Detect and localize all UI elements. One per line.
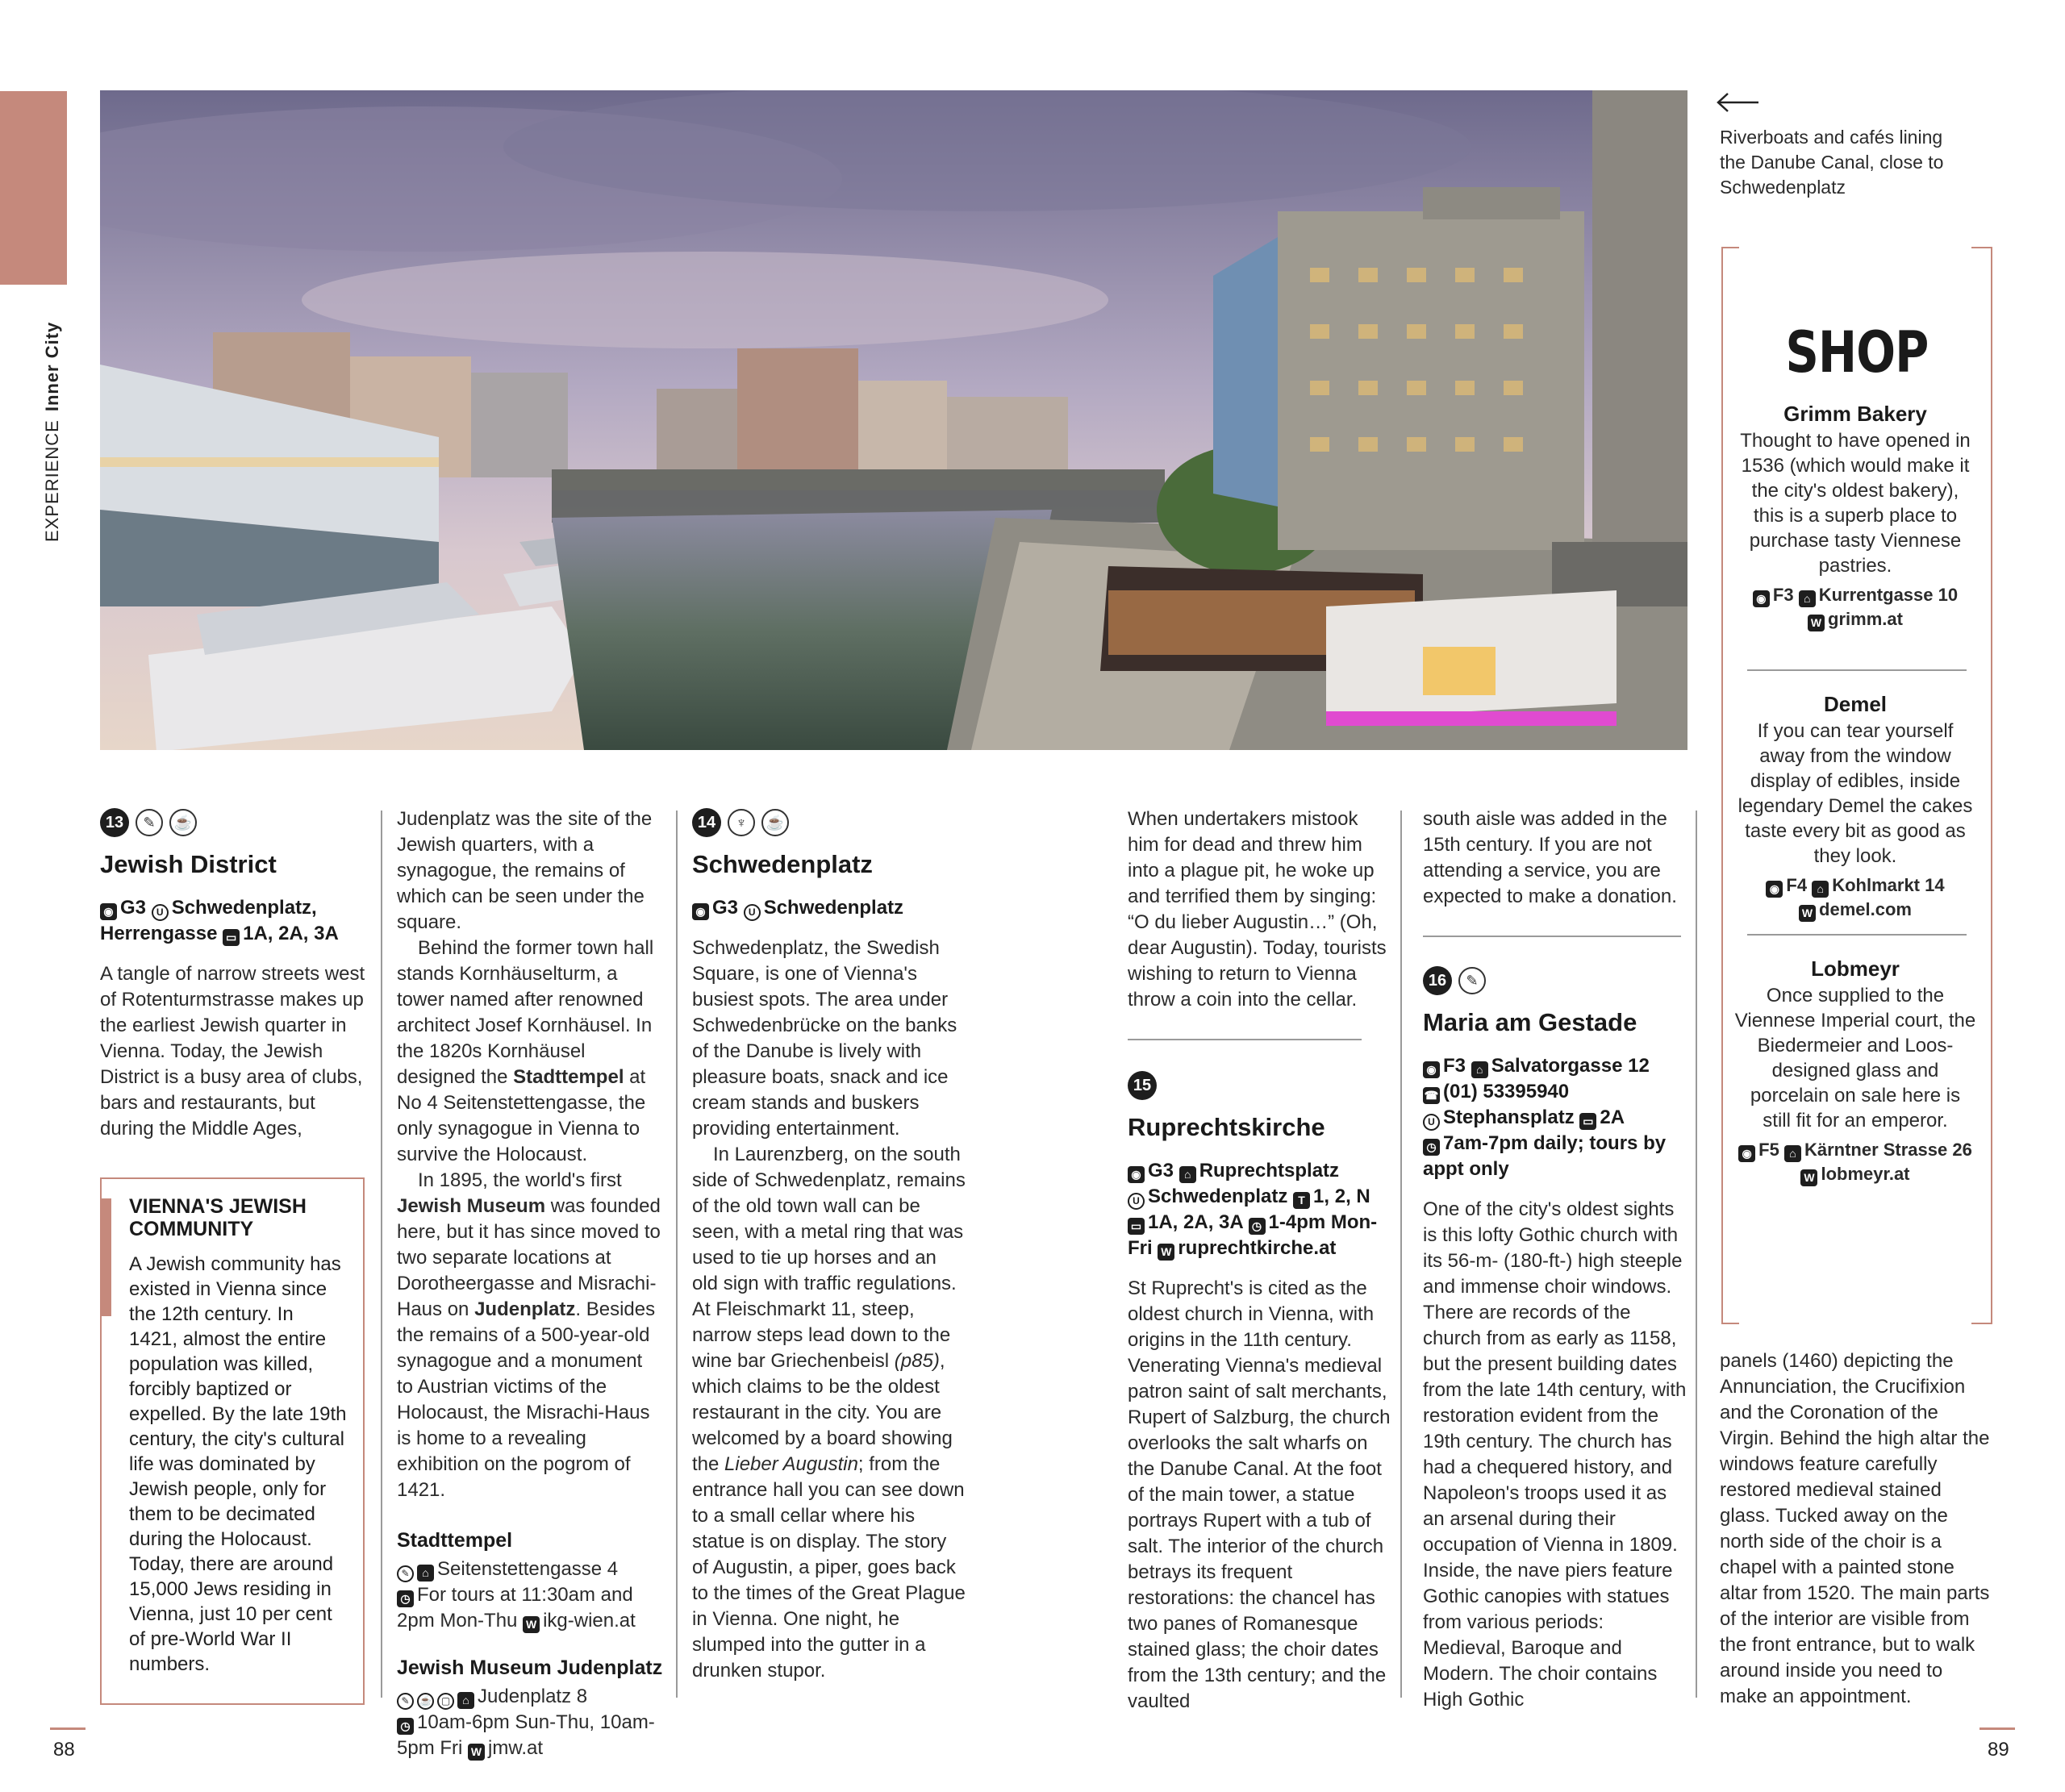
shop-icon: ▢ (437, 1693, 454, 1710)
column-1 (100, 806, 366, 1142)
page-number-right: 89 (1988, 1739, 2009, 1761)
running-header (42, 322, 63, 542)
shop-item (1734, 692, 1976, 922)
body-paragraph: Schwedenplatz, the Swedish Square, is one of Vienna's busiest spots. The area under Schwedenbrücke on the banks of the Danube is lively with pleasure boats, snack and ice cream stands and buskers providing entertainment. (692, 937, 957, 1140)
sub-listing-info (397, 1557, 663, 1634)
cafe-icon: ☕ (761, 809, 789, 836)
shop-name: Lobmeyr (1811, 956, 1900, 981)
hours: 1-4pm Mon-Fri (1128, 1211, 1378, 1259)
map-ref: F4 (1786, 875, 1808, 895)
column-5 (1423, 806, 1689, 910)
cafe-icon: ☕ (169, 809, 197, 836)
map-pin-icon: ◉ (100, 903, 117, 920)
column-rule (676, 811, 678, 1698)
shop-divider (1747, 669, 1967, 671)
shop-description: Thought to have opened in 1536 (which would make it the city's oldest bakery), this is a superb place to purchase tasty Viennese pastries. (1740, 430, 1971, 577)
body-paragraph: Judenplatz was the site of the Jewish quarters, with a synagogue, the remains of which can be seen under the square. (397, 808, 653, 933)
map-ref: G3 (1148, 1160, 1174, 1181)
tram-icon: T (1293, 1192, 1310, 1209)
sub-listing-title: Stadttempel (397, 1529, 513, 1552)
map-ref: F3 (1772, 585, 1794, 605)
sight-13-markers (100, 806, 366, 839)
bold-run: Jewish Museum (397, 1195, 546, 1217)
bus-lines: 1A, 2A, 3A (1148, 1211, 1243, 1233)
bus-lines: 2A (1600, 1106, 1625, 1128)
shop-name: Demel (1823, 692, 1888, 716)
map-pin-icon: ◉ (1753, 590, 1770, 607)
web-icon: W (1800, 1169, 1817, 1186)
text-run: , which claims to be the oldest restaurant in the city. You are welcomed by a board showing the (692, 1350, 953, 1475)
page-number-rule (1979, 1727, 2015, 1730)
map-pin-icon: ◉ (1128, 1166, 1145, 1183)
running-header-label: EXPERIENCE (42, 419, 62, 542)
ubahn-stops: Schwedenplatz, Herrengasse (100, 897, 317, 944)
restaurant-icon: ♆ (728, 809, 755, 836)
map-pin-icon: ◉ (1423, 1061, 1440, 1078)
body-paragraph: panels (1460) depicting the Annunciation, the Crucifixion and the Coronation of the Virgin. Behind the high altar the windows feature carefully restored medieval stained glass. Tucked away on the north side of the choir is a chapel with a painted stone altar from 1520. The main parts of the interior are visible from the front entrance, but to walk around inside you need to make an appointment. (1720, 1350, 1990, 1707)
body-paragraph: One of the city's oldest sights is this lofty Gothic church with its 56-m- (180-ft-) high steeple and immense choir windows. There are records of the church from as early as 1158, but the present building dates from the late 14th century, with restoration evident from the 19th century. The church has had a chequered history, and Napoleon's troops used it as an arsenal during their occupation of Vienna in 1809. Inside, the nave piers feature Gothic canopies with statues from various periods: Medieval, Baroque and Modern. The choir contains High Gothic (1423, 1198, 1687, 1711)
ubahn-stops: Schwedenplatz (1148, 1186, 1288, 1207)
italic-run: Lieber Augustin (724, 1453, 858, 1475)
feature-box-title: VIENNA'S JEWISH COMMUNITY (129, 1195, 307, 1240)
address-icon: ⌂ (417, 1565, 434, 1582)
column-3 (692, 806, 966, 1684)
body-paragraph (692, 1142, 966, 1684)
web-icon: W (1799, 905, 1816, 922)
shop-info (1734, 873, 1976, 922)
shop-divider (1747, 934, 1967, 936)
sub-listing-info (397, 1684, 663, 1761)
sight-15-markers (1128, 1069, 1394, 1102)
web-icon: W (468, 1744, 485, 1761)
column-5b (1423, 965, 1689, 1713)
section-divider (1128, 1039, 1362, 1040)
ubahn-stops: Schwedenplatz (763, 897, 904, 919)
page-number-rule (50, 1727, 86, 1730)
bus-lines: 1A, 2A, 3A (243, 923, 339, 944)
phone: (01) 53395940 (1443, 1081, 1570, 1102)
shop-box-cap (1721, 247, 1739, 248)
website: demel.com (1819, 899, 1912, 919)
body-paragraph (397, 936, 663, 1168)
clock-icon: ◷ (397, 1590, 414, 1607)
map-pin-icon: ◉ (692, 903, 709, 920)
web-icon: W (523, 1616, 540, 1633)
website: jmw.at (488, 1737, 544, 1759)
danube-canal-photo (100, 90, 1687, 750)
clock-icon: ◷ (1249, 1218, 1266, 1235)
sight-number: 15 (1128, 1071, 1157, 1100)
website: ikg-wien.at (543, 1610, 636, 1632)
address: Judenplatz 8 (478, 1686, 588, 1707)
website: ruprechtkirche.at (1178, 1237, 1337, 1259)
sight-info (100, 895, 366, 947)
shop-title: SHOP (1785, 319, 1929, 385)
address-icon: ⌂ (1471, 1061, 1488, 1078)
address-icon: ⌂ (1179, 1166, 1196, 1183)
shop-item (1734, 402, 1976, 631)
ubahn-icon: U (1423, 1114, 1440, 1131)
shop-item (1734, 956, 1976, 1186)
text-run: at No 4 Seitenstettengasse, the only synagogue in Vienna to survive the Holocaust. (397, 1066, 646, 1165)
hours: 10am-6pm Sun-Thu, 10am-5pm Fri (397, 1711, 655, 1759)
shop-description: Once supplied to the Viennese Imperial court, the Biedermeier and Loos-designed glass and porcelain on sale here is still fit for an emperor. (1734, 985, 1976, 1131)
address-icon: ⌂ (1812, 881, 1829, 898)
column-2 (397, 806, 663, 1761)
shop-info (1734, 583, 1976, 631)
text-run: was founded here, but it has since moved to two separate locations at Dorotheergasse and Misrachi-Haus on (397, 1195, 661, 1320)
shop-box-cap (1721, 1323, 1739, 1324)
sight-16-markers (1423, 965, 1689, 997)
column-rule (1696, 811, 1697, 1698)
map-ref: G3 (120, 897, 147, 919)
bold-run: Stadttempel (513, 1066, 624, 1088)
text-run: Behind the former town hall stands Kornhäuselturm, a tower named after renowned architect Josef Kornhäusel. In the 1820s Kornhäusel designed the (397, 937, 654, 1088)
sight-title: Ruprechtskirche (1128, 1113, 1325, 1141)
sightseeing-icon: ✎ (397, 1693, 414, 1710)
hours: 7am-7pm daily; tours by appt only (1423, 1132, 1667, 1180)
sight-title: Maria am Gestade (1423, 1008, 1637, 1036)
sight-info (1128, 1158, 1394, 1261)
address: Ruprechtsplatz (1199, 1160, 1340, 1181)
ubahn-stops: Stephansplatz (1443, 1106, 1575, 1128)
sight-title: Schwedenplatz (692, 850, 873, 878)
shop-description: If you can tear yourself away from the window display of edibles, inside legendary Demel the cakes taste every bit as good as they look. (1738, 720, 1973, 867)
website: grimm.at (1828, 609, 1903, 629)
address: Salvatorgasse 12 (1491, 1055, 1650, 1077)
address: Kärntner Strasse 26 (1804, 1140, 1972, 1160)
sight-number: 13 (100, 808, 129, 837)
section-divider (1423, 936, 1681, 937)
sightseeing-icon: ✎ (397, 1565, 414, 1582)
italic-run: (p85) (894, 1350, 940, 1372)
web-icon: W (1808, 615, 1825, 631)
photo-caption: Riverboats and cafés lining the Danube Canal, close to Schwedenplatz (1720, 127, 1944, 198)
sight-info (1423, 1053, 1689, 1182)
sight-info (692, 895, 966, 921)
sight-14-markers (692, 806, 966, 839)
column-rule (1400, 811, 1402, 1698)
bus-icon: ▭ (223, 929, 240, 946)
hours: For tours at 11:30am and 2pm Mon-Thu (397, 1584, 633, 1632)
ubahn-icon: U (744, 904, 761, 921)
column-6 (1720, 1348, 1994, 1710)
address: Seitenstettengasse 4 (437, 1558, 619, 1580)
clock-icon: ◷ (1423, 1139, 1440, 1156)
column-4 (1128, 806, 1394, 1013)
shop-box-cap (1971, 247, 1991, 248)
shop-name: Grimm Bakery (1783, 402, 1927, 426)
feature-box-text: A Jewish community has existed in Vienna since the 12th century. In 1421, almost the entire population was killed, forcibly baptized or expelled. By the late 19th century, the city's cultural life was dominated by Jewish people, only for them to be decimated during the Holocaust. Today, there are around 15,000 Jews residing in Vienna, just 10 per cent of pre-World War II numbers. (129, 1253, 347, 1675)
text-run: . Besides the remains of a 500-year-old synagogue and a monument to Austrian victims of the Holocaust, the Misrachi-Haus is home to a revealing exhibition on the pogrom of 1421. (397, 1298, 656, 1501)
clock-icon: ◷ (397, 1718, 414, 1735)
body-paragraph: When undertakers mistook him for dead and threw him into a plague pit, he woke up and terrified them by singing: “O du lieber Augustin…” (Oh, dear Augustin). Today, tourists wishing to return to Vienna throw a coin into the cellar. (1128, 808, 1387, 1011)
ubahn-icon: U (152, 904, 169, 921)
column-rule (381, 811, 382, 1698)
section-tab (0, 91, 67, 285)
tram-lines: 1, 2, N (1313, 1186, 1370, 1207)
sub-listing-title: Jewish Museum Judenplatz (397, 1657, 663, 1679)
sight-title: Jewish District (100, 850, 277, 878)
text-run: ; from the entrance hall you can see down to a small cellar where his statue is on display. The story of Augustin, a piper, goes back to the times of the Great Plague in Vienna. One night, he slumped into the gutter in a drunken stupor. (692, 1453, 966, 1682)
shop-box-cap (1971, 1323, 1991, 1324)
website: lobmeyr.at (1821, 1164, 1910, 1184)
map-ref: F3 (1443, 1055, 1466, 1077)
bold-run: Judenplatz (474, 1298, 576, 1320)
phone-icon: ☎ (1423, 1087, 1440, 1104)
address: Kurrentgasse 10 (1818, 585, 1959, 605)
web-icon: W (1158, 1244, 1174, 1261)
bus-icon: ▭ (1579, 1113, 1596, 1130)
feature-box-content (129, 1195, 347, 1677)
column-4b (1128, 1069, 1394, 1715)
shop-info (1734, 1138, 1976, 1186)
body-paragraph: south aisle was added in the 15th century. If you are not attending a service, you are expected to make a donation. (1423, 808, 1677, 907)
sightseeing-icon: ✎ (1458, 967, 1486, 994)
map-pin-icon: ◉ (1766, 881, 1783, 898)
sight-number: 16 (1423, 966, 1452, 995)
map-pin-icon: ◉ (1738, 1145, 1755, 1162)
map-ref: G3 (712, 897, 739, 919)
address: Kohlmarkt 14 (1832, 875, 1945, 895)
feature-box-accent (100, 1198, 111, 1316)
body-paragraph: St Ruprecht's is cited as the oldest church in Vienna, with origins in the 11th century. Venerating Vienna's medieval patron saint of salt merchants, Rupert of Salzburg, the church overlooks the salt wharfs on the Danube Canal. At the foot of the main tower, a statue portrays Rupert with a tub of salt. The interior of the church betrays its frequent restorations: the chancel has two panes of Romanesque stained glass; the choir dates from the 13th century; and the vaulted (1128, 1277, 1391, 1712)
body-paragraph (397, 1168, 663, 1503)
ubahn-icon: U (1128, 1193, 1145, 1210)
text-run: In Laurenzberg, on the south side of Schwedenplatz, remains of the old town wall can be seen, with a metal ring that was used to tie up horses and an old sign with traffic regulations. At Fleischmarkt 11, steep, narrow steps lead down to the wine bar Griechenbeisl (692, 1144, 966, 1372)
arrow-left-icon (1717, 92, 1760, 113)
running-header-area: Inner City (42, 321, 62, 412)
sightseeing-icon: ✎ (136, 809, 163, 836)
body-paragraph: A tangle of narrow streets west of Rotenturmstrasse makes up the earliest Jewish quarter in Vienna. Today, the Jewish District is a busy area of clubs, bars and restaurants, but during the Middle Ages, (100, 963, 365, 1140)
address-icon: ⌂ (1784, 1145, 1801, 1162)
text-run: In 1895, the world's first (418, 1169, 622, 1191)
address-icon: ⌂ (1799, 590, 1816, 607)
page-number-left: 88 (53, 1739, 75, 1761)
map-ref: F5 (1758, 1140, 1779, 1160)
address-icon: ⌂ (457, 1692, 474, 1709)
cafe-icon: ☕ (417, 1693, 434, 1710)
bus-icon: ▭ (1128, 1218, 1145, 1235)
sight-number: 14 (692, 808, 721, 837)
